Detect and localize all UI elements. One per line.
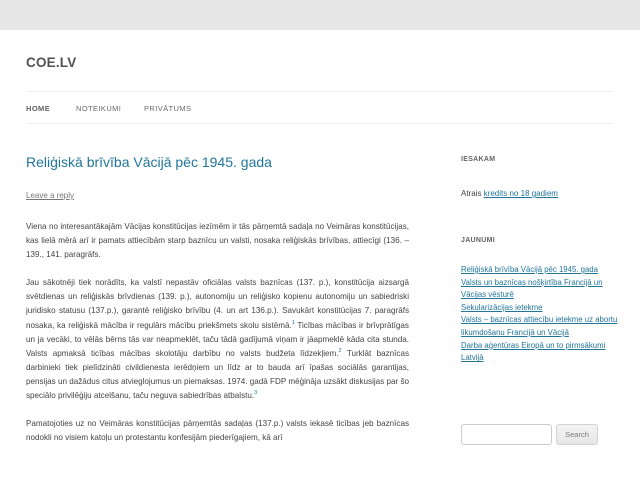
news-link[interactable]: Reliģiskā brīvība Vācijā pēc 1945. gada — [461, 265, 598, 274]
news-link[interactable]: Valsts un baznīcas nošķirtība Francijā un Vācijas vēsturē — [461, 277, 603, 300]
footnote-1-link[interactable]: 1 — [291, 319, 295, 326]
widget-title-iesakam: IESAKAM — [461, 156, 496, 163]
leave-reply-link[interactable]: Leave a reply — [26, 191, 75, 200]
list-item — [461, 314, 621, 339]
news-link[interactable]: Valsts – baznīcas attiecību ietekme uz abortu likumdošanu Francijā un Vācijā — [461, 315, 618, 337]
footnote-2-link[interactable]: 2 — [338, 347, 342, 354]
main-navigation — [26, 91, 614, 124]
news-link[interactable]: Sekularizācijas ietekme — [461, 302, 543, 312]
site-container — [0, 30, 640, 480]
iesakam-prefix: Atrais — [461, 189, 484, 198]
paragraph-2 — [26, 276, 409, 403]
search-input[interactable] — [461, 424, 552, 445]
footnote-3-link[interactable]: 3 — [254, 390, 258, 397]
iesakam-link[interactable]: kredits no 18 gadiem — [483, 189, 558, 198]
search-button[interactable]: Search — [556, 424, 598, 445]
post-title[interactable]: Reliģiskā brīvība Vācijā pēc 1945. gada — [26, 154, 272, 170]
list-item — [461, 302, 621, 315]
paragraph-2-part-3: Turklāt baznīcas darbinieki tiek pielīdzināti civildienesta ierēdņiem un līdz ar to bauda arī īpašas sociālās garantijas, pensijas un dažādus citus atvieglojumus un piemaksas. 1974. gadā FDP mēģināja uzsākt diskusijas par šo speciālo privilēģiju atcelšanu, taču neguva sabiedrības atbalstu. — [26, 348, 409, 401]
nav-item-privatums[interactable]: PRIVĀTUMS — [144, 104, 192, 113]
list-item — [461, 277, 621, 302]
paragraph-2-part-1: Jau sākotnēji tiek norādīts, ka valstī nepastāv oficiālas valsts baznīcas (137. p.), konstitūcija aizsargā svētdienas un reliģiskās brīvdienas (139. p.), autonomiju un reliģisko kopienu autonomiju un sabiedriski juridisko statusu (137.p.), garantē reliģisko brīvību (4. un art 136.p.). Savukārt konstitūcijas 7. paragrāfs nosaka, ka reliģiskā mācība ir regulārs mācību priekšmets skolu sistēmā. — [26, 278, 409, 330]
iesakam-text — [461, 189, 558, 198]
list-item — [461, 264, 621, 277]
paragraph-2-part-2: Ticības mācības ir brīvprātīgas un ja vecāki, to vēlās bērns tās var neapmeklēt, taču tādā gadījumā viņam ir jāapmeklē kāda cita stunda. Valsts apmaksā ticības mācības skolotāju darbību no valsts budžeta līdzekļiem. — [26, 320, 409, 358]
list-item — [461, 340, 621, 365]
news-link[interactable]: Darba aģentūras Eiropā un to pirmsākumi Latvijā — [461, 340, 606, 363]
paragraph-3: Pamatojoties uz no Veimāras konstitūcijas pārņemtās sadaļas (137.p.) valsts iekasē ticības jeb baznīcas nodokli no visiem katoļu un protestantu konfesijām piederīgajiem, kā arī — [26, 419, 409, 443]
news-list — [461, 264, 621, 365]
nav-item-home[interactable]: HOME — [26, 104, 51, 113]
site-title[interactable]: COE.LV — [26, 55, 77, 70]
paragraph-1: Viena no interesantākajām Vācijas konstitūcijas iezīmēm ir tās pārņemtā sadaļa no Veimāras konstitūcijas, kas lielā mērā arī ir pamats attiecībām starp baznīcu un valsti, nosaka reliģiskās brīvības, attiecīgi (136. – 139., 141. paragrāfs. — [26, 222, 409, 260]
widget-title-jaunumi: JAUNUMI — [461, 237, 495, 244]
nav-item-noteikumi[interactable]: NOTEIKUMI — [76, 104, 122, 113]
post-content — [26, 220, 409, 459]
